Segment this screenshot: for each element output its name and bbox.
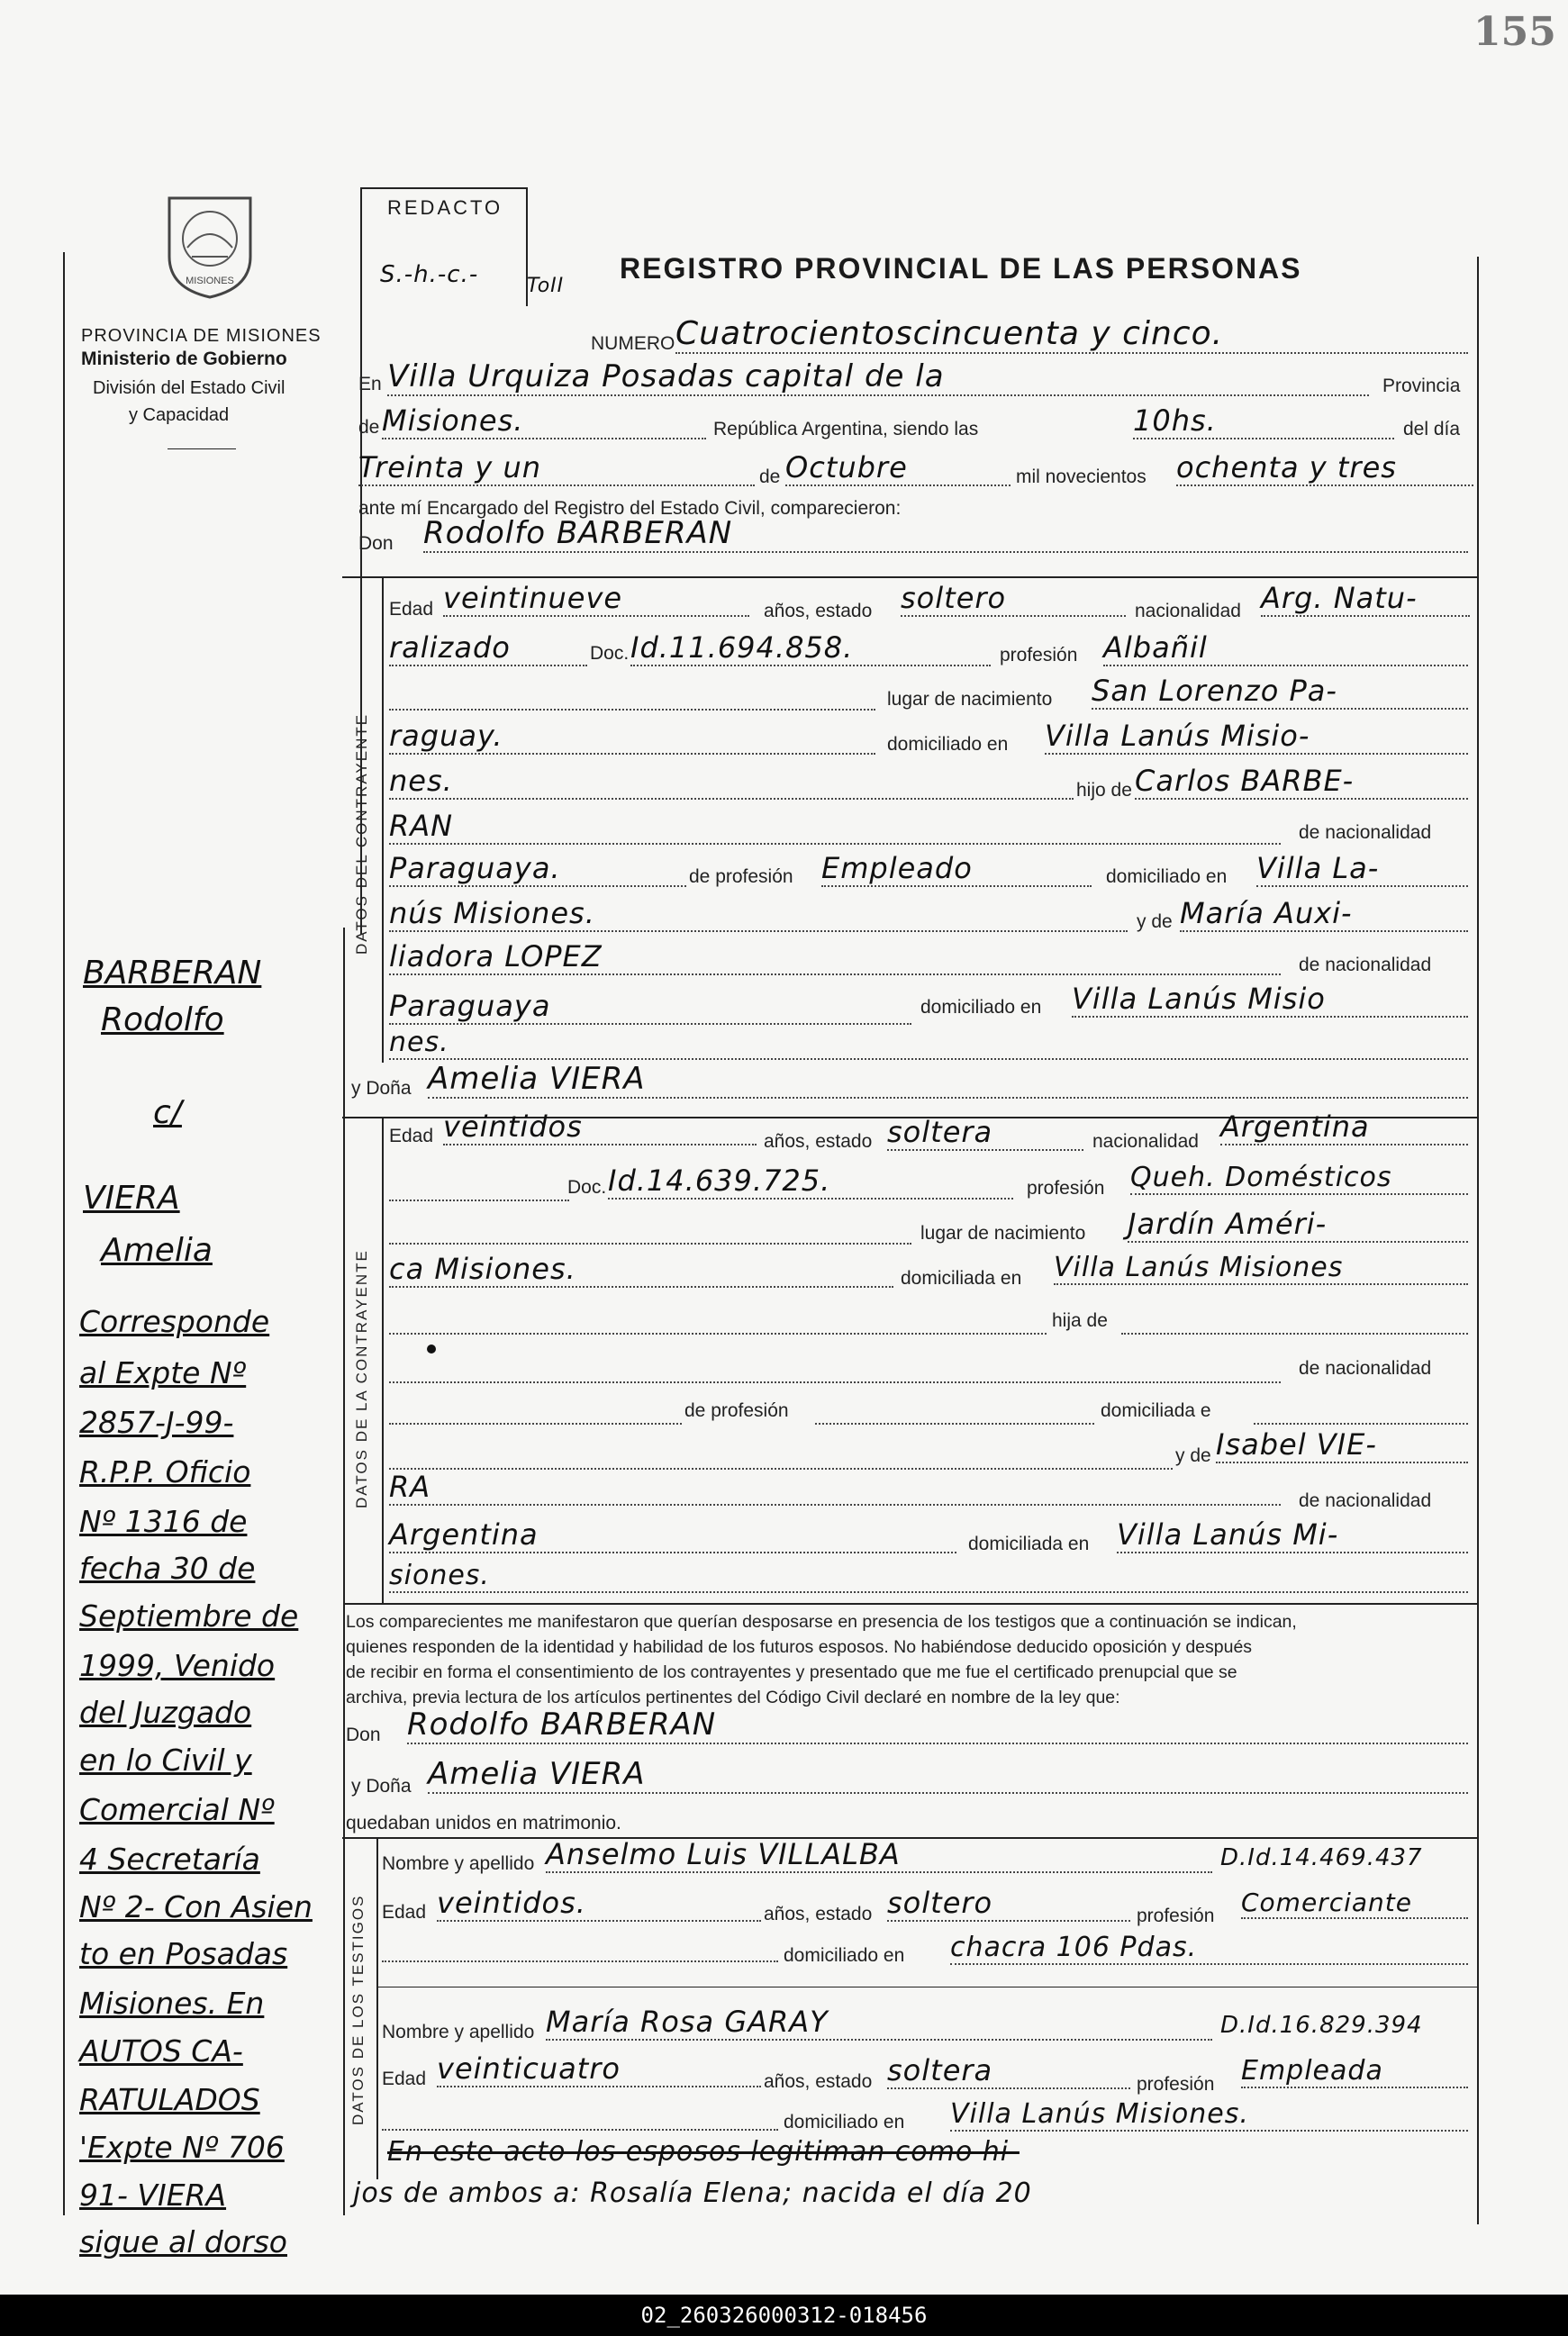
margin-note-line: Amelia (101, 1232, 213, 1269)
c-madre-dom-2: nes. (389, 1027, 1468, 1060)
contrayente-inner-line (382, 576, 384, 1063)
t2-edad: veinticuatro (437, 2051, 761, 2087)
c-dom-1: Villa Lanús Misio- (1045, 719, 1468, 755)
f-madre-dom-label: domiciliada en (968, 1534, 1090, 1554)
t2-edad-label: Edad (382, 2069, 427, 2089)
anio-value: ochenta y tres (1176, 450, 1473, 486)
c-padre-dom-2: nús Misiones. (389, 896, 1128, 932)
decl-unidos: quedaban unidos en matrimonio. (346, 1813, 621, 1833)
f-blank-1 (389, 1198, 569, 1201)
f-prof-label: profesión (1027, 1178, 1105, 1199)
c-dom-label: domiciliado en (887, 734, 1009, 755)
f-dom: Villa Lanús Misiones (1054, 1252, 1468, 1285)
t2-dom-label: domiciliado en (784, 2112, 905, 2132)
c-padre-1: Carlos BARBE- (1135, 764, 1468, 800)
nota-line-2: jos de ambos a: Rosalía Elena; nacida el día 20 (353, 2178, 1032, 2209)
contrayenta-inner-line (382, 1117, 384, 1603)
t1-prof: Comerciante (1241, 1888, 1468, 1919)
c-madre-1: María Auxi- (1180, 896, 1468, 932)
c-doc: Id.11.694.858. (630, 630, 991, 666)
c-hijo-label: hijo de (1076, 780, 1132, 801)
margin-note-line: AUTOS CA- (79, 2033, 243, 2069)
hora-value: 10hs. (1133, 403, 1394, 439)
declaration-line-2: quienes responden de la identidad y habilidad de los futuros esposos. No habiéndose deducido oposición y después (346, 1637, 1253, 1657)
f-blank-3 (389, 1331, 1047, 1335)
f-dom-label: domiciliada en (901, 1268, 1022, 1289)
redacto-value: S.-h.-c.- (380, 261, 479, 288)
t1-nombre-label: Nombre y apellido (382, 1853, 535, 1874)
margin-note-line: 91- VIERA (79, 2178, 227, 2213)
mes-value: Octubre (785, 450, 1011, 486)
f-estado-label: años, estado (764, 1131, 873, 1152)
margin-note-line: 'Expte Nº 706 (79, 2130, 285, 2165)
f-doc-label: Doc. (567, 1177, 607, 1198)
c-edad: veintinueve (443, 581, 749, 617)
f-y-de-label: y de (1175, 1445, 1211, 1466)
c-y-de-label: y de (1137, 911, 1173, 932)
t2-nombre-label: Nombre y apellido (382, 2022, 535, 2042)
dia-value: Treinta y un (358, 450, 755, 486)
testigos-inner-line (376, 1837, 378, 2179)
t1-dom: chacra 106 Pdas. (950, 1932, 1468, 1965)
f-nac-padre-label: de nacionalidad (1299, 1358, 1432, 1379)
f-doc: Id.14.639.725. (608, 1163, 1013, 1200)
f-edad-label: Edad (389, 1126, 434, 1146)
ministry-label: Ministerio de Gobierno (81, 349, 287, 369)
f-blank-4 (389, 1380, 1281, 1383)
c-doc-label: Doc. (590, 643, 630, 664)
margin-note-line: to en Posadas (79, 1936, 288, 1971)
margin-note-line: 4 Secretaría (79, 1842, 260, 1877)
don-label: Don (358, 533, 394, 554)
c-madre-nac: Paraguaya (389, 989, 911, 1025)
f-madre-1: Isabel VIE- (1216, 1427, 1468, 1463)
margin-note-line: Nº 2- Con Asien (79, 1889, 313, 1924)
nota-line-1: En este acto los esposos legitiman como hi- (387, 2136, 1020, 2168)
c-madre-nac-label: de nacionalidad (1299, 955, 1432, 975)
redacto-box (360, 187, 528, 306)
division-label: División del Estado Civil (93, 378, 286, 398)
numero-value: Cuatrocientoscincuenta y cinco. (675, 315, 1468, 354)
en-value: Villa Urquiza Posadas capital de la (387, 358, 1369, 396)
de-mes-label: de (759, 466, 781, 487)
declaration-line-4: archiva, previa lectura de los artículos pertinentes del Código Civil declaré en nombre de la ley que: (346, 1688, 1120, 1707)
c-blank-line (389, 707, 875, 711)
c-lugar-2: raguay. (389, 719, 875, 755)
c-padre-dom-1: Villa La- (1256, 851, 1468, 887)
t2-blank (382, 2127, 778, 2131)
numero-label: NUMERO (591, 333, 675, 354)
left-frame-line (63, 252, 65, 2215)
bullet-dot (427, 1345, 436, 1354)
c-estado: soltero (901, 581, 1126, 617)
f-madre-dom-2: siones. (389, 1560, 1468, 1593)
margin-note-line: Corresponde (79, 1304, 270, 1339)
redacto-label: REDACTO (387, 196, 503, 219)
c-nac-2: ralizado (389, 630, 587, 666)
f-blank-7 (1254, 1421, 1468, 1425)
footer-id: 02_260326000312-018456 (0, 2295, 1568, 2336)
margin-note-line: fecha 30 de (79, 1551, 256, 1586)
en-label: En (358, 374, 382, 394)
del-dia-label: del día (1403, 419, 1461, 439)
contrayente-section-label: DATOS DEL CONTRAYENTE (353, 712, 370, 955)
margin-note-line: Septiembre de (79, 1598, 299, 1634)
c-padre-nac-label: de nacionalidad (1299, 822, 1432, 843)
t2-prof: Empleada (1241, 2055, 1468, 2088)
margin-note-line: sigue al dorso (79, 2224, 287, 2259)
f-blank-5 (389, 1421, 682, 1425)
t2-dom: Villa Lanús Misiones. (950, 2098, 1468, 2132)
declaration-top-line (343, 1603, 1479, 1605)
f-dom-padre-label: domiciliada e (1101, 1400, 1211, 1421)
t1-prof-label: profesión (1137, 1906, 1215, 1926)
t1-edad: veintidos. (437, 1886, 761, 1922)
decl-dona: Amelia VIERA (428, 1756, 1468, 1794)
don-value: Rodolfo BARBERAN (423, 515, 1468, 553)
c-nac-label: nacionalidad (1135, 601, 1241, 621)
c-madre-2: liadora LOPEZ (389, 939, 1281, 975)
t2-nombre: María Rosa GARAY (546, 2005, 1212, 2041)
t1-dom-label: domiciliado en (784, 1945, 905, 1966)
f-madre-dom-1: Villa Lanús Mi- (1117, 1517, 1468, 1553)
c-prof: Albañil (1103, 630, 1468, 666)
c-edad-label: Edad (389, 599, 434, 620)
f-nac: Argentina (1220, 1109, 1468, 1145)
margin-note-line: al Expte Nº (79, 1355, 247, 1390)
c-nac-1: Arg. Natu- (1261, 581, 1470, 617)
de-value: Misiones. (382, 403, 706, 439)
c-madre-dom-label: domiciliado en (920, 997, 1042, 1018)
decl-dona-label: y Doña (351, 1776, 412, 1797)
declaration-line-3: de recibir en forma el consentimiento de los contrayentes y presentado que me fue el certificado prenupcial que se (346, 1662, 1237, 1682)
margin-note-line: R.P.P. Oficio (79, 1454, 251, 1489)
margin-note-line: RATULADOS (79, 2082, 260, 2117)
c-prof-label: profesión (1000, 645, 1078, 665)
ante-mi-text: ante mí Encargado del Registro del Estado Civil, comparecieron: (358, 498, 902, 519)
c-padre-prof-label: de profesión (689, 866, 793, 887)
c-padre-2: RAN (389, 809, 1281, 845)
c-estado-label: años, estado (764, 601, 873, 621)
margin-note-line: 2857-J-99- (79, 1405, 234, 1440)
f-blank-6 (815, 1421, 1094, 1425)
divider (168, 448, 236, 449)
c-madre-dom-1: Villa Lanús Misio (1072, 982, 1468, 1018)
c-lugar-1: San Lorenzo Pa- (1092, 674, 1468, 710)
t1-doc: D.Id.14.469.437 (1220, 1844, 1423, 1871)
f-edad: veintidos (443, 1109, 757, 1145)
margin-note-line: en lo Civil y (79, 1743, 252, 1778)
t2-prof-label: profesión (1137, 2074, 1215, 2095)
provincia-label: Provincia (1382, 376, 1461, 396)
c-dom-2: nes. (389, 764, 1074, 800)
de-label: de (358, 417, 380, 438)
margin-note-line: Comercial Nº (79, 1792, 275, 1827)
margin-note-line: 1999, Venido (79, 1648, 276, 1683)
margin-note-line: del Juzgado (79, 1695, 252, 1730)
f-madre-2: RA (389, 1470, 1281, 1506)
document-title: REGISTRO PROVINCIAL DE LAS PERSONAS (620, 252, 1302, 285)
f-nac-label: nacionalidad (1092, 1131, 1199, 1152)
t2-doc: D.Id.16.829.394 (1220, 2012, 1423, 2039)
margin-note-line: VIERA (83, 1180, 180, 1217)
province-label: PROVINCIA DE MISIONES (81, 326, 322, 346)
c-padre-nac: Paraguaya. (389, 851, 686, 887)
republica-label: República Argentina, siendo las (713, 419, 979, 439)
margin-note-line: BARBERAN (83, 955, 262, 991)
seal-icon (160, 185, 259, 302)
svg-text:MISIONES: MISIONES (186, 276, 234, 286)
margin-note-line: Nº 1316 de (79, 1504, 248, 1539)
f-madre-nac: Argentina (389, 1517, 956, 1553)
margin-note-line: Rodolfo (101, 1001, 224, 1038)
t2-estado: soltera (887, 2053, 1130, 2089)
tomo-mark: ToII (527, 275, 565, 297)
f-lugar-2: ca Misiones. (389, 1252, 893, 1288)
t1-nombre: Anselmo Luis VILLALBA (546, 1837, 1212, 1873)
f-hija-label: hija de (1052, 1310, 1108, 1331)
f-prof-padre-label: de profesión (684, 1400, 789, 1421)
t2-estado-label: años, estado (764, 2071, 873, 2092)
c-padre-prof: Empleado (821, 851, 1092, 887)
t1-estado: soltero (887, 1886, 1130, 1922)
c-padre-dom-label: domiciliado en (1106, 866, 1228, 887)
dona-label: y Doña (351, 1078, 412, 1099)
margin-note-line: c/ (153, 1094, 182, 1131)
c-lugar-label: lugar de nacimiento (887, 689, 1053, 710)
decl-don: Rodolfo BARBERAN (407, 1707, 1468, 1744)
decl-don-label: Don (346, 1725, 381, 1745)
f-blank-2 (389, 1241, 911, 1245)
f-lugar-label: lugar de nacimiento (920, 1223, 1086, 1244)
t1-blank (382, 1959, 778, 1962)
f-lugar-1: Jardín Améri- (1128, 1207, 1468, 1243)
f-prof: Queh. Domésticos (1130, 1162, 1468, 1195)
t1-edad-label: Edad (382, 1902, 427, 1923)
f-hija-blank (1121, 1331, 1468, 1335)
margin-note-line: Misiones. En (79, 1986, 265, 2021)
f-estado: soltera (887, 1115, 1083, 1151)
declaration-line-1: Los comparecientes me manifestaron que querían desposarse en presencia de los testigos que a continuación se indican, (346, 1612, 1297, 1632)
page-number: 155 (1473, 9, 1556, 55)
f-madre-nac-label: de nacionalidad (1299, 1490, 1432, 1511)
division-label-2: y Capacidad (129, 405, 230, 425)
t1-estado-label: años, estado (764, 1904, 873, 1924)
dona-value: Amelia VIERA (428, 1061, 1468, 1099)
testigos-section-label: DATOS DE LOS TESTIGOS (349, 1894, 367, 2125)
contrayenta-section-label: DATOS DE LA CONTRAYENTE (353, 1249, 370, 1508)
mil-label: mil novecientos (1016, 466, 1147, 487)
